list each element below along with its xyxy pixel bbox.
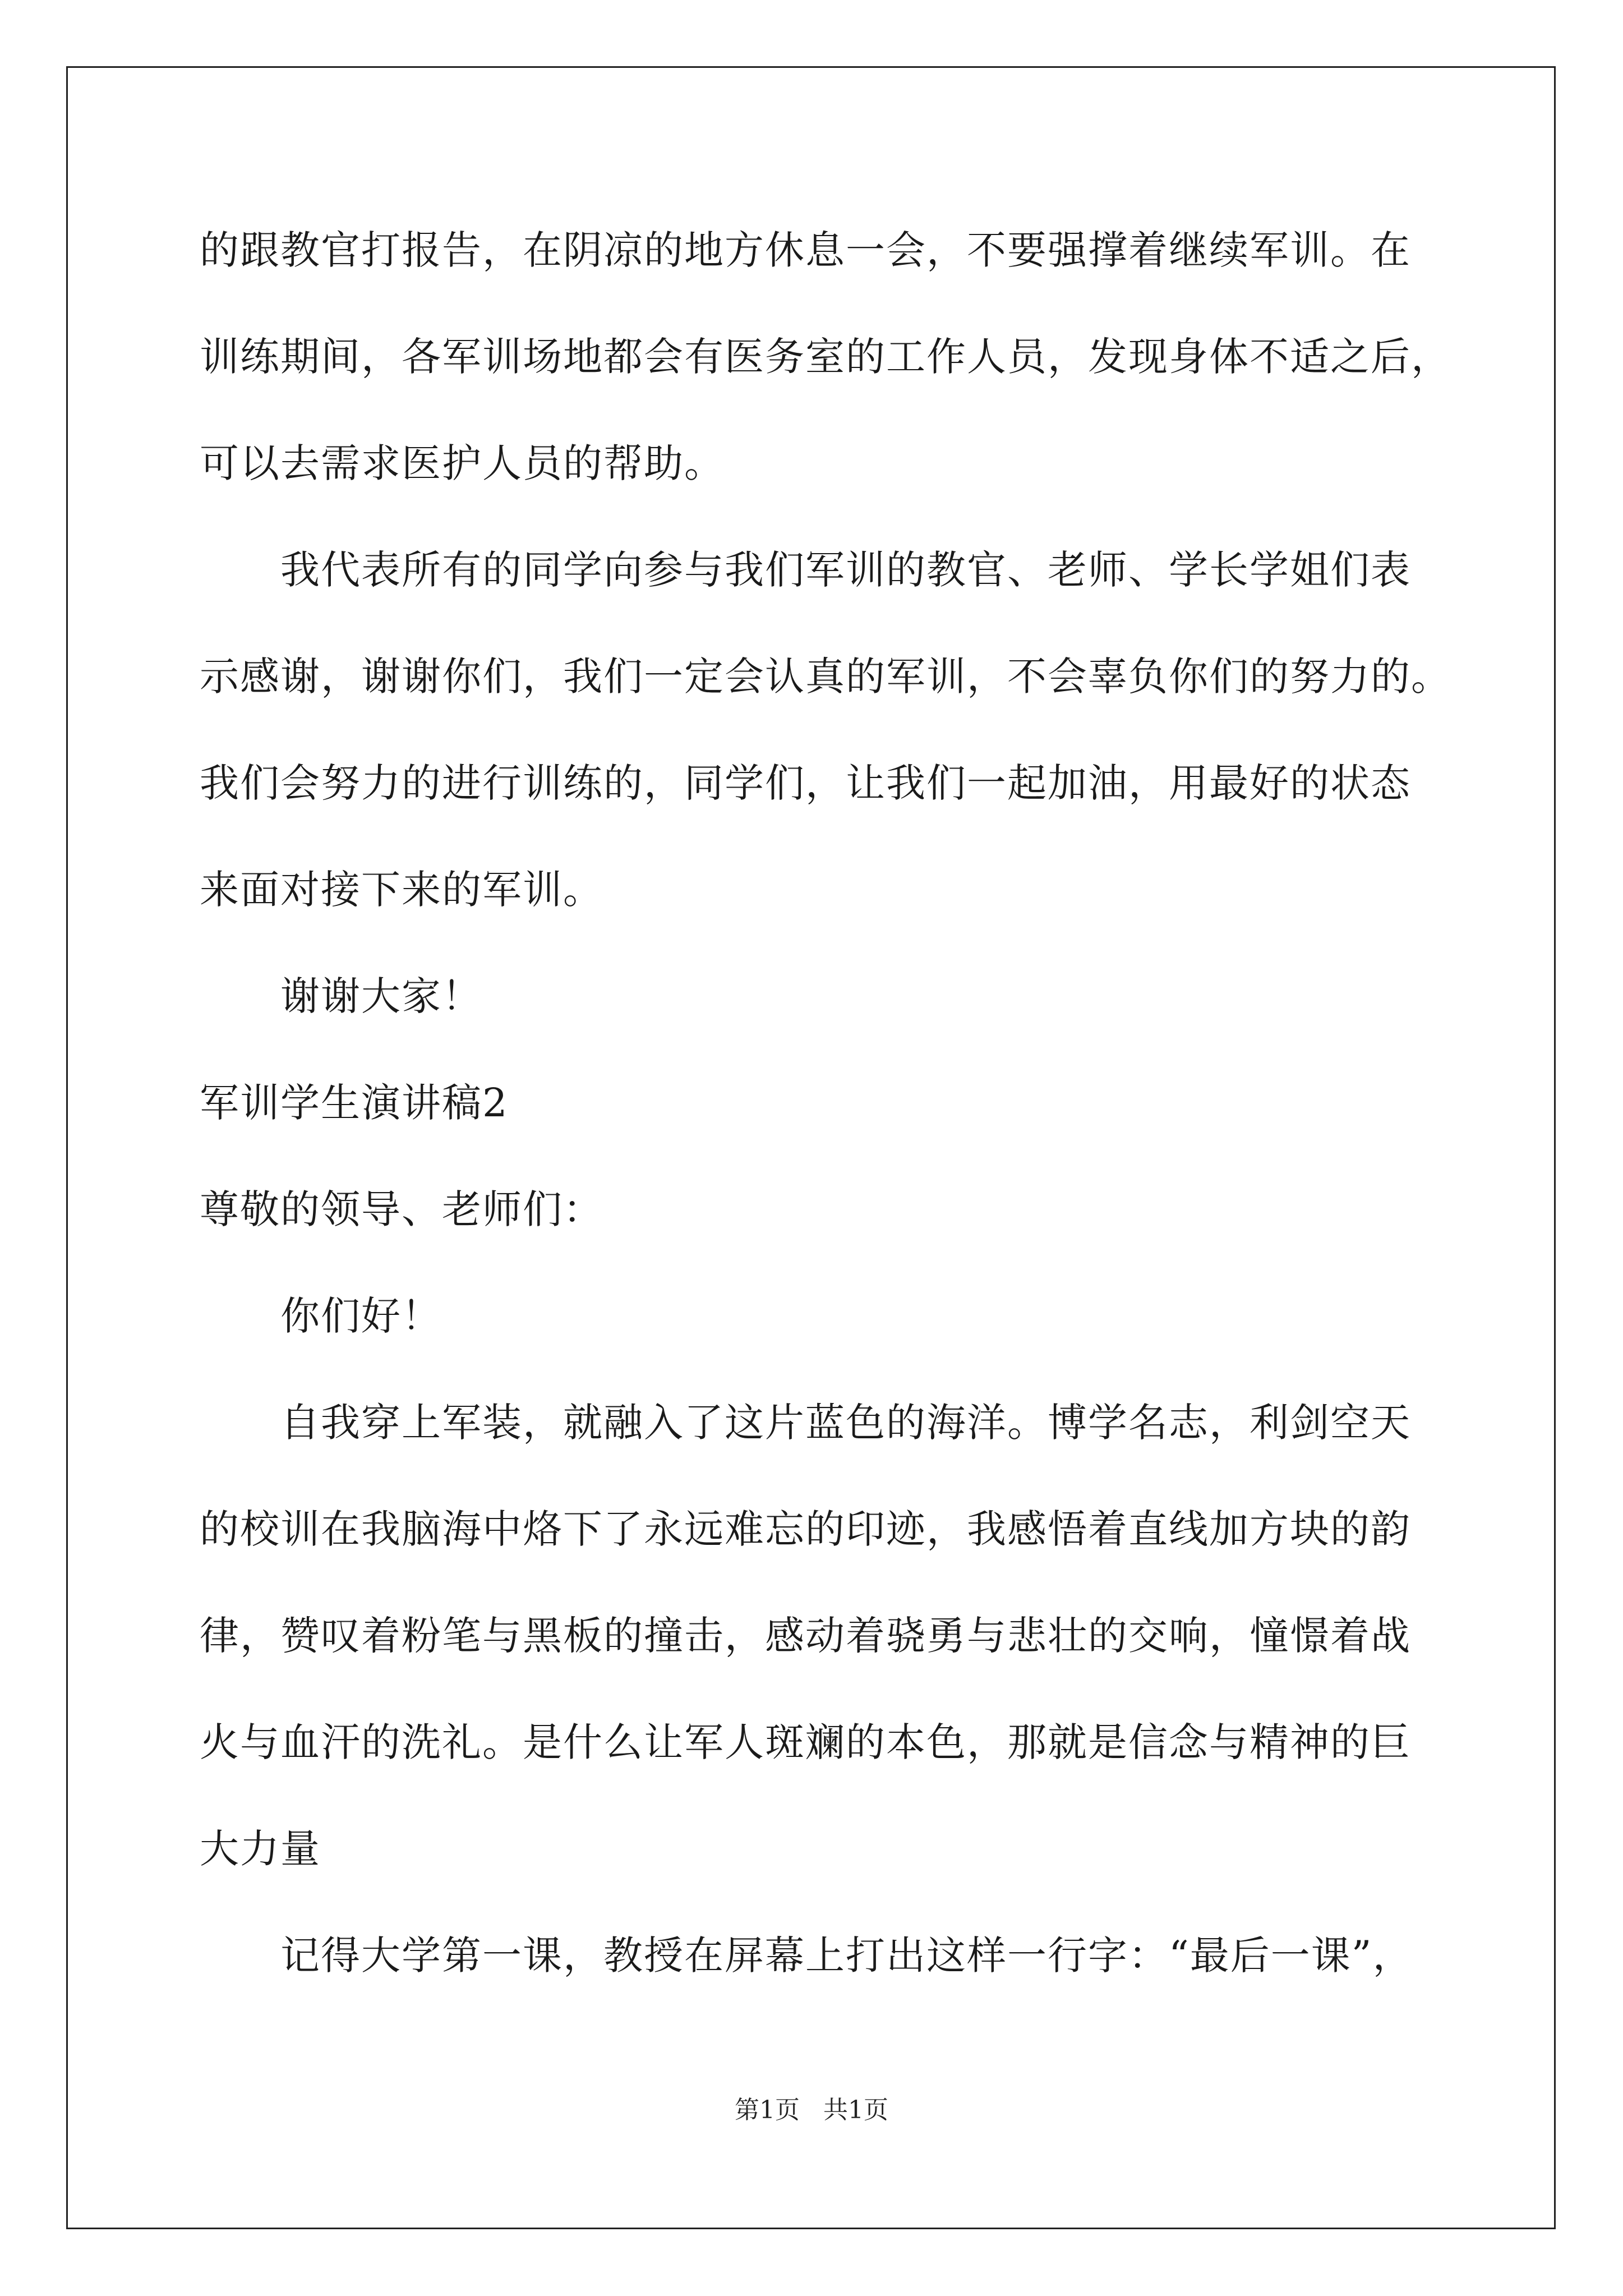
paragraph-line: 示感谢，谢谢你们，我们一定会认真的军训，不会辜负你们的努力的。 (200, 654, 1451, 700)
paragraph-line: 的校训在我脑海中烙下了永远难忘的印迹，我感悟着直线加方块的韵 (200, 1506, 1411, 1552)
paragraph-line: 来面对接下来的军训。 (200, 867, 603, 913)
paragraph-line: 火与血汗的洗礼。是什么让军人斑斓的本色，那就是信念与精神的巨 (200, 1719, 1411, 1765)
closing-line: 谢谢大家！ (280, 973, 482, 1019)
paragraph-line: 可以去需求医护人员的帮助。 (200, 440, 725, 486)
paragraph-line: 我代表所有的同学向参与我们军训的教官、老师、学长学姐们表 (280, 547, 1411, 593)
page-number-footer: 第1页 共1页 (735, 2096, 888, 2124)
paragraph-line: 的跟教官打报告，在阴凉的地方休息一会，不要强撑着继续军训。在 (200, 227, 1411, 273)
paragraph-line: 训练期间，各军训场地都会有医务室的工作人员，发现身体不适之后， (200, 334, 1451, 380)
paragraph-line: 自我穿上军装，就融入了这片蓝色的海洋。博学名志，利剑空天 (280, 1400, 1411, 1446)
paragraph-line: 律，赞叹着粉笔与黑板的撞击，感动着骁勇与悲壮的交响，憧憬着战 (200, 1613, 1411, 1659)
section-title: 军训学生演讲稿2 (200, 1080, 509, 1126)
paragraph-line: 记得大学第一课，教授在屏幕上打出这样一行字：“最后一课”， (280, 1932, 1413, 1978)
paragraph-line: 大力量 (200, 1826, 321, 1872)
salutation: 尊敬的领导、老师们： (200, 1186, 603, 1232)
paragraph-line: 我们会努力的进行训练的，同学们，让我们一起加油，用最好的状态 (200, 760, 1411, 806)
page-border (66, 66, 1556, 2229)
greeting-line: 你们好！ (280, 1293, 442, 1339)
